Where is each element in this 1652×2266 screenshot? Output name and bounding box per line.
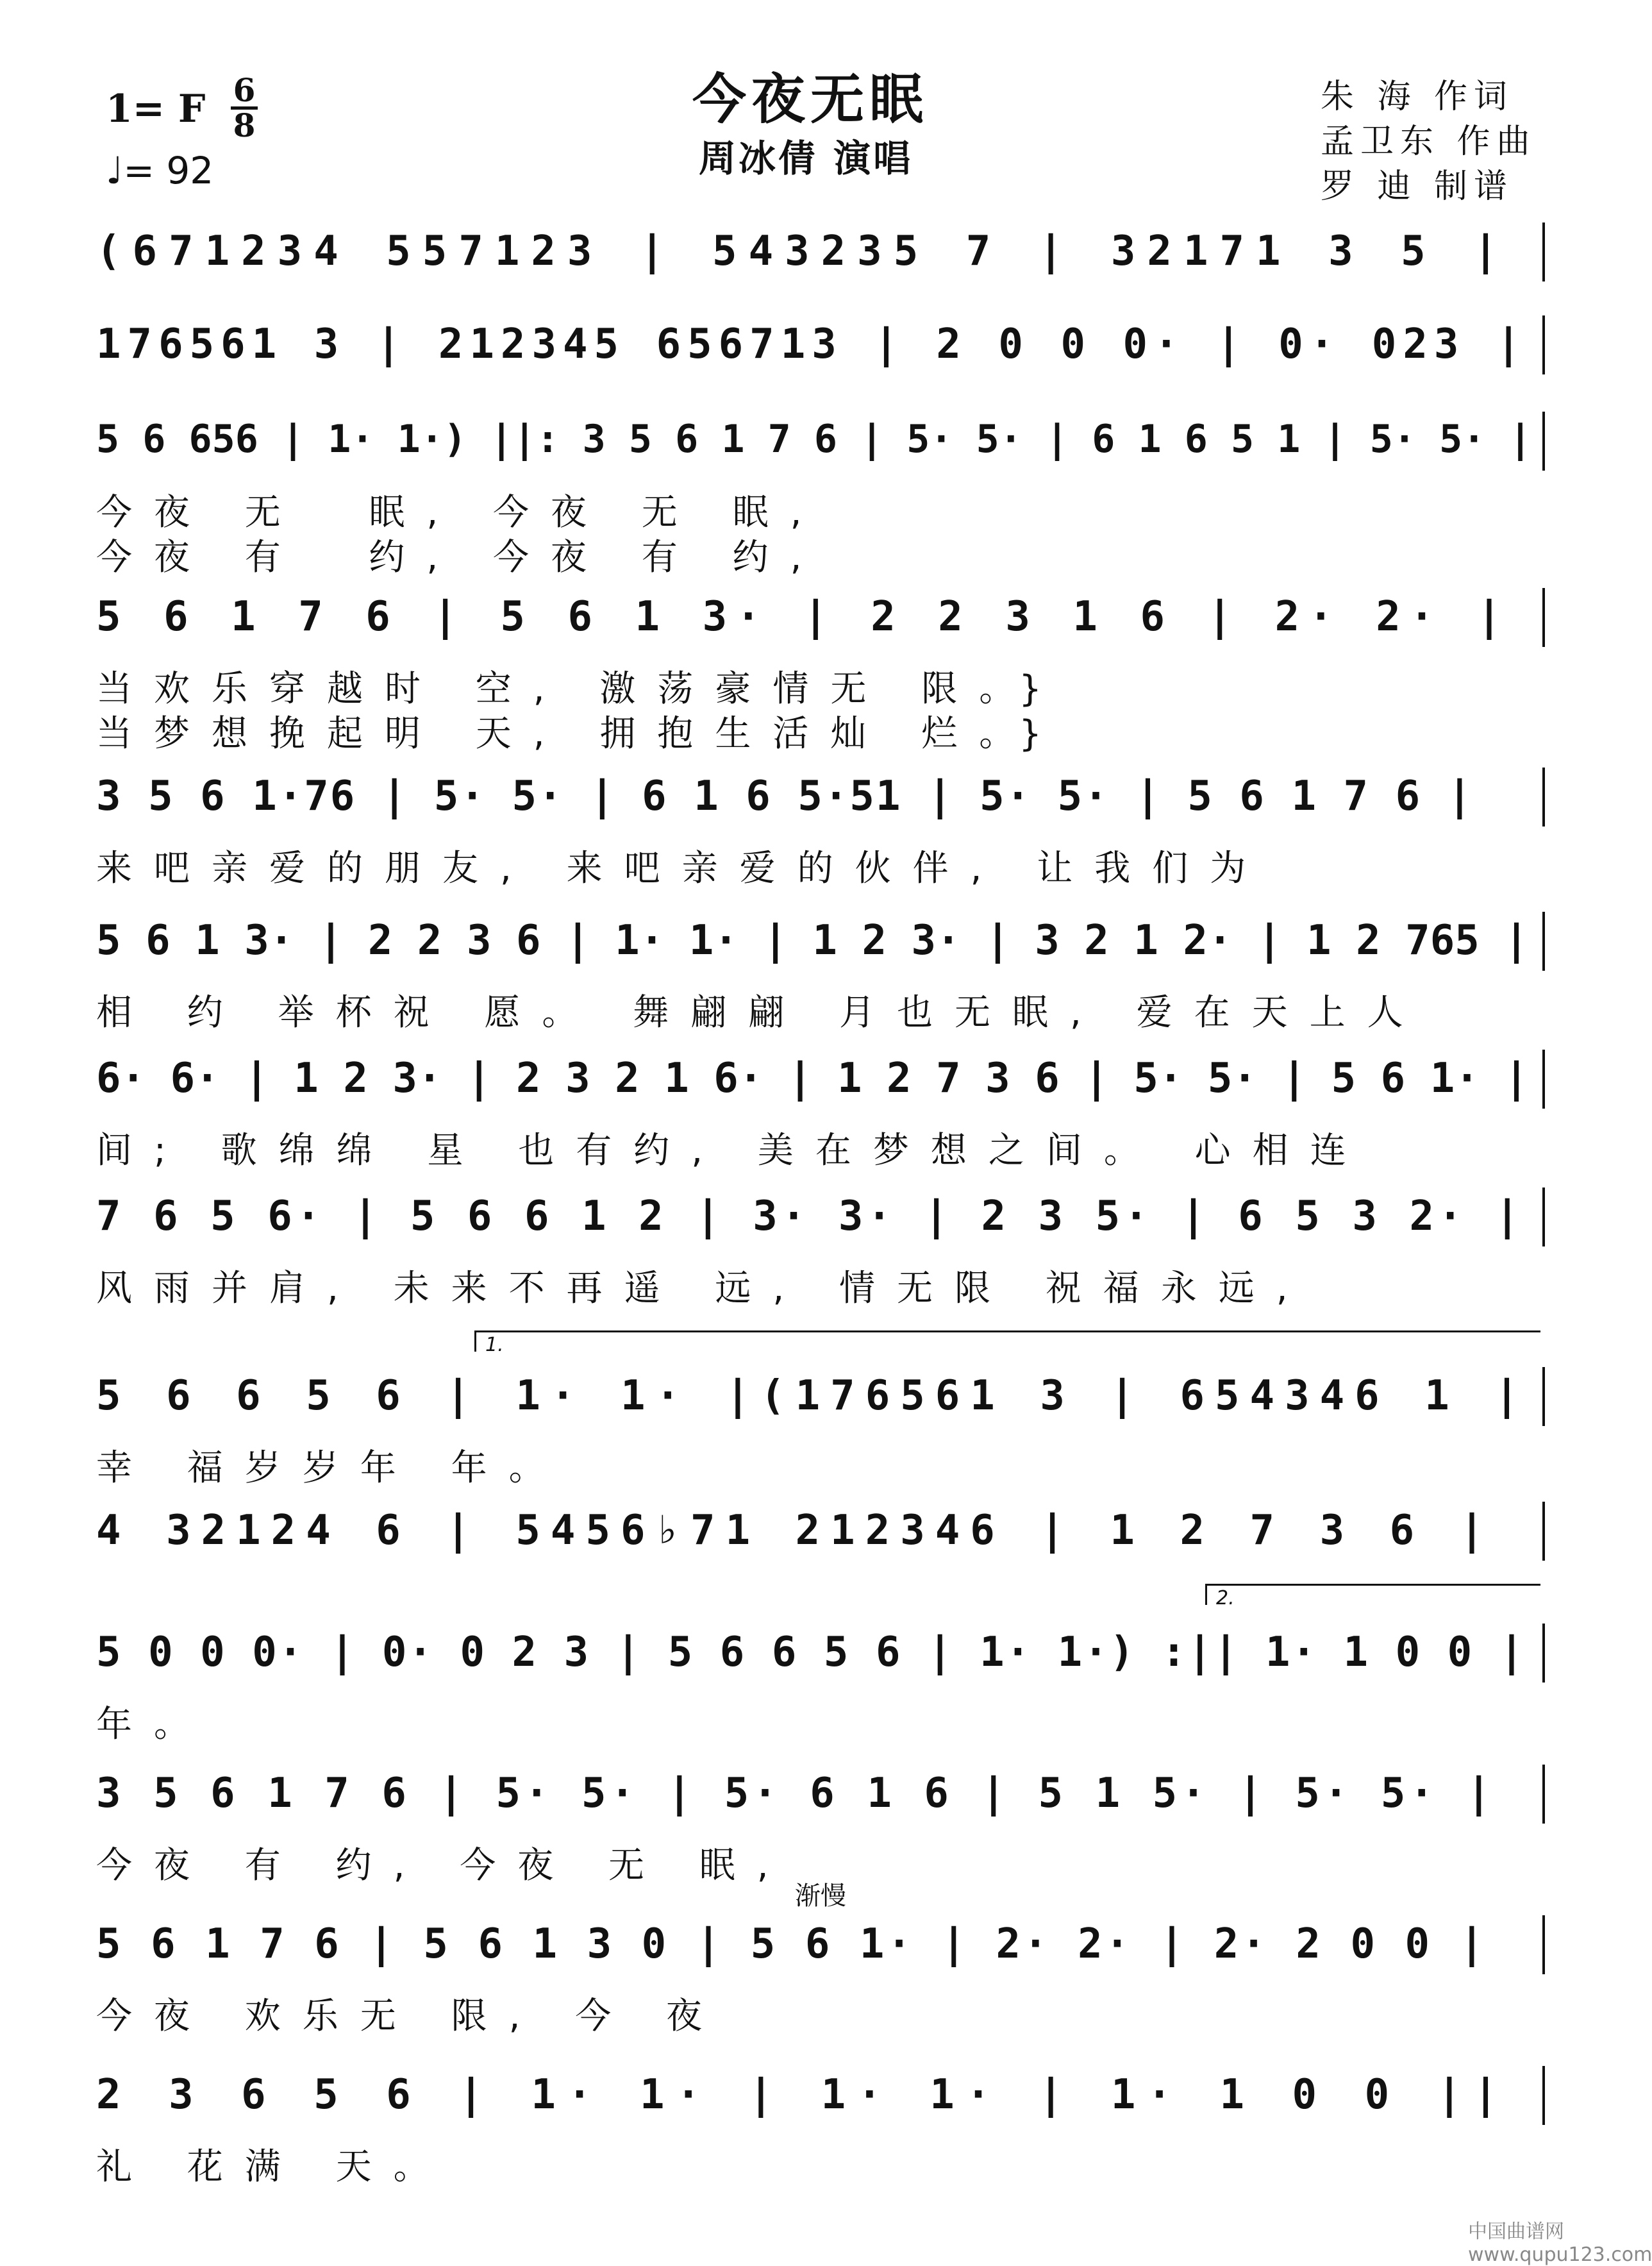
- time-numerator: 6: [233, 71, 256, 109]
- lyric-line: 当梦想挽起明 天, 拥抱生活灿 烂。}: [96, 713, 1064, 755]
- notation-line: 6· 6· | 1 2 3· | 2 3 2 1 6· | 1 2 7 3 6 | 5· 5· | 5 6 1· |: [96, 1055, 1529, 1102]
- song-title: 今夜无眠: [692, 67, 929, 131]
- site-watermark: 中国曲谱网 www.qupu123.com: [1468, 2220, 1652, 2266]
- lyric-line: 风雨并肩, 未来不再遥 远, 情无限 祝福永远,: [96, 1268, 1310, 1309]
- first-ending-bracket: [474, 1330, 1540, 1356]
- lyric-line: 来吧亲爱的朋友, 来吧亲爱的伙伴, 让我们为: [96, 848, 1268, 889]
- barline: [1542, 315, 1545, 374]
- key-signature: 1= F: [106, 87, 206, 131]
- lyric-line: 幸 福岁岁年 年。: [96, 1447, 567, 1489]
- time-signature: [231, 71, 258, 144]
- lyric-line: 今夜 欢乐无 限, 今 夜: [96, 1995, 724, 2037]
- barline: [1542, 1765, 1545, 1824]
- barline: [1542, 1188, 1545, 1246]
- composer-credit: 孟卫东 作曲: [1321, 122, 1537, 161]
- barline: [1542, 1915, 1545, 1974]
- time-denominator: 8: [233, 106, 256, 144]
- lyric-line: 当欢乐穿越时 空, 激荡豪情无 限。}: [96, 668, 1064, 710]
- lyric-line: 间; 歌绵绵 星 也有约, 美在梦想之间。 心相连: [96, 1130, 1368, 1171]
- singer-credit: 周冰倩 演唱: [699, 137, 914, 180]
- notation-line: 4 32124 6 | 5456♭71 212346 | 1 2 7 3 6 |: [96, 1507, 1495, 1554]
- notation-line: 5 6 1 7 6 | 5 6 1 3 0 | 5 6 1· | 2· 2· | 2· 2 0 0 |: [96, 1920, 1487, 1968]
- lyric-line: 年。: [96, 1704, 212, 1745]
- barline: [1542, 412, 1545, 471]
- notation-line: 7 6 5 6· | 5 6 6 1 2 | 3· 3· | 2 3 5· | 6 5 3 2· |: [96, 1193, 1524, 1240]
- first-ending-label: 1.: [485, 1334, 504, 1356]
- notation-line: 3 5 6 1·76 | 5· 5· | 6 1 6 5·51 | 5· 5· | 5 6 1 7 6 |: [96, 773, 1474, 820]
- lyric-line: 今夜 有 约, 今夜 有 约,: [96, 537, 824, 578]
- notation-line: 2 3 6 5 6 | 1· 1· | 1· 1· | 1· 1 0 0 ||: [96, 2071, 1510, 2119]
- lyric-line: 礼 花满 天。: [96, 2146, 451, 2188]
- lyricist-credit: 朱 海 作词: [1321, 78, 1514, 116]
- notation-line: 5 6 6 5 6 | 1· 1· |(176561 3 | 654346 1 |: [96, 1372, 1530, 1420]
- barline: [1542, 912, 1545, 971]
- barline: [1542, 588, 1545, 647]
- notation-line: 5 6 1 7 6 | 5 6 1 3· | 2 2 3 1 6 | 2· 2· |: [96, 593, 1511, 641]
- notation-line: (671234 557123 | 543235 7 | 32171 3 5 |: [96, 228, 1510, 275]
- barline: [1542, 222, 1545, 281]
- barline: [1542, 768, 1545, 827]
- second-ending-bracket: [1205, 1584, 1540, 1609]
- barline: [1542, 1050, 1545, 1109]
- notation-line: 5 6 656 | 1· 1·) ||: 3 5 6 1 7 6 | 5· 5· | 6 1 6 5 1 | 5· 5· |: [96, 417, 1532, 462]
- notation-line: 176561 3 | 212345 656713 | 2 0 0 0· | 0· 023 |: [96, 321, 1528, 368]
- lyric-line: 今夜 无 眠, 今夜 无 眠,: [96, 492, 824, 533]
- notation-line: 5 6 1 3· | 2 2 3 6 | 1· 1· | 1 2 3· | 3 2 1 2· | 1 2 765 |: [96, 917, 1529, 964]
- barline: [1542, 1502, 1545, 1561]
- barline: [1542, 2066, 1545, 2125]
- ritardando-mark: 渐慢: [795, 1881, 846, 1911]
- transcriber-credit: 罗 迪 制谱: [1321, 167, 1514, 206]
- lyric-line: 今夜 有 约, 今夜 无 眠,: [96, 1845, 790, 1886]
- second-ending-label: 2.: [1216, 1587, 1235, 1609]
- notation-line: 3 5 6 1 7 6 | 5· 5· | 5· 6 1 6 | 5 1 5· | 5· 5· |: [96, 1770, 1496, 1817]
- notation-line: 5 0 0 0· | 0· 0 2 3 | 5 6 6 5 6 | 1· 1·) :|| 1· 1 0 0 |: [96, 1629, 1526, 1676]
- barline: [1542, 1624, 1545, 1683]
- lyric-line: 相 约 举杯祝 愿。 舞翩翩 月也无眠, 爱在天上人: [96, 992, 1425, 1034]
- tempo-marking: ♩= 92: [106, 149, 214, 192]
- barline: [1542, 1367, 1545, 1426]
